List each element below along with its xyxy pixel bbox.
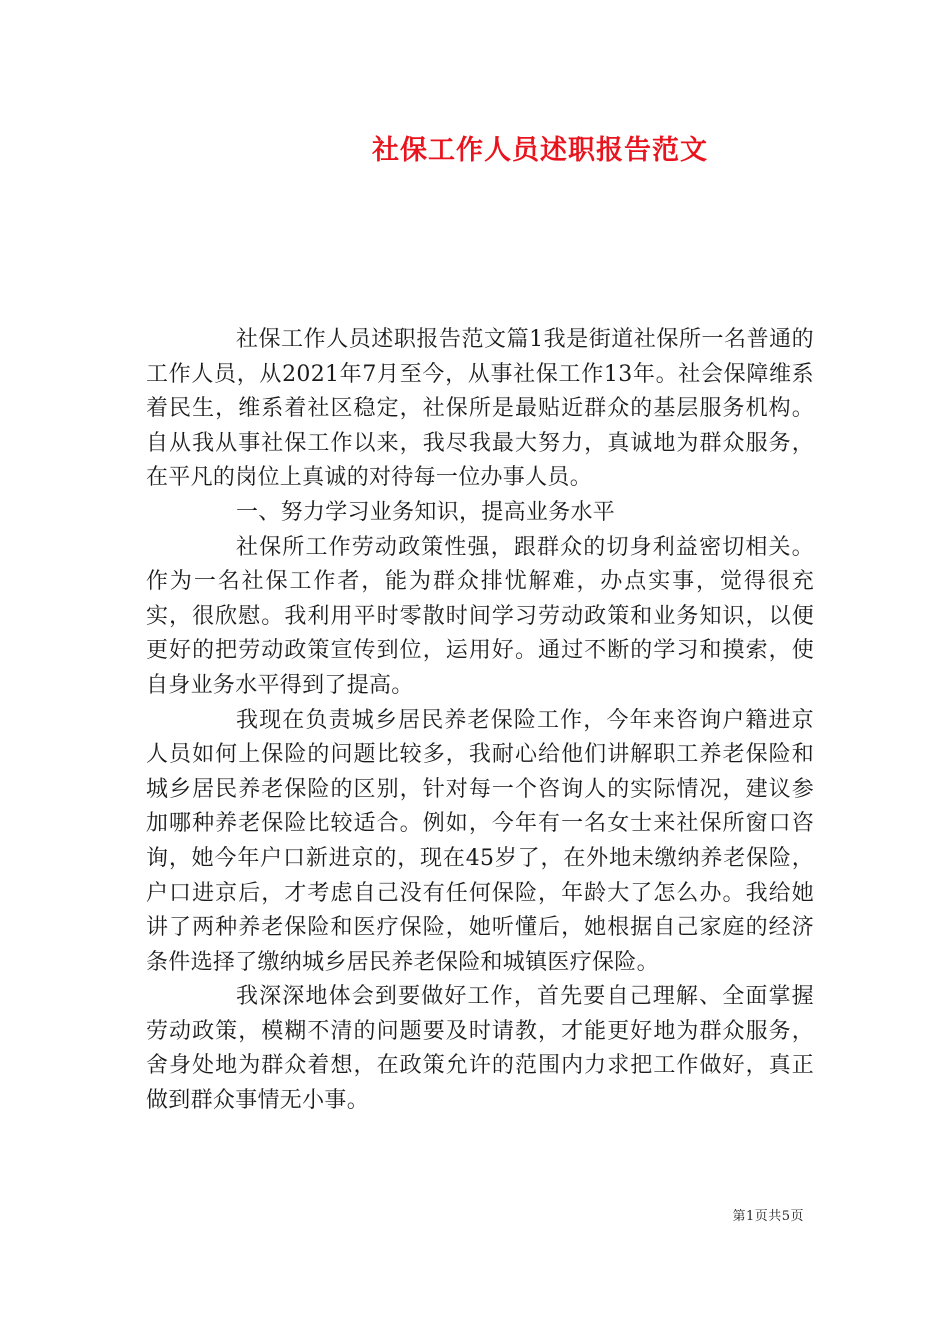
paragraph-study: 社保所工作劳动政策性强，跟群众的切身利益密切相关。作为一名社保工作者，能为群众排忧解难，办点实事，觉得很充实，很欣慰。我利用平时零散时间学习劳动政策和业务知识，以便更好的把劳动政策宣传到位，运用好。通过不断的学习和摸索，使自身业务水平得到了提高。 — [146, 534, 814, 698]
paragraph-intro: 社保工作人员述职报告范文篇1我是街道社保所一名普通的工作人员，从2021年7月至今，从事社保工作13年。社会保障维系着民生，维系着社区稳定，社保所是最贴近群众的基层服务机构。自从我从事社保工作以来，我尽我最大努力，真诚地为群众服务，在平凡的岗位上真诚的对待每一位办事人员。 — [146, 327, 814, 491]
document-body — [146, 323, 814, 1119]
page-number: 第1页共5页 — [732, 1209, 804, 1224]
paragraph-reflection: 我深深地体会到要做好工作，首先要自己理解、全面掌握劳动政策，模糊不清的问题要及时请教，才能更好地为群众服务，舍身处地为群众着想，在政策允许的范围内力求把工作做好，真正做到群众事情无小事。 — [146, 984, 814, 1114]
document-title: 社保工作人员述职报告范文 — [372, 135, 708, 166]
section-heading-1: 一、努力学习业务知识，提高业务水平 — [236, 499, 616, 525]
paragraph-pension-work: 我现在负责城乡居民养老保险工作，今年来咨询户籍进京人员如何上保险的问题比较多，我耐心给他们讲解职工养老保险和城乡居民养老保险的区别，针对每一个咨询人的实际情况，建议参加哪种养老保险比较适合。例如，今年有一名女士来社保所窗口咨询，她今年户口新进京的，现在45岁了，在外地未缴纳养老保险，户口进京后，才考虑自己没有任何保险，年龄大了怎么办。我给她讲了两种养老保险和医疗保险，她听懂后，她根据自己家庭的经济条件选择了缴纳城乡居民养老保险和城镇医疗保险。 — [146, 707, 814, 975]
